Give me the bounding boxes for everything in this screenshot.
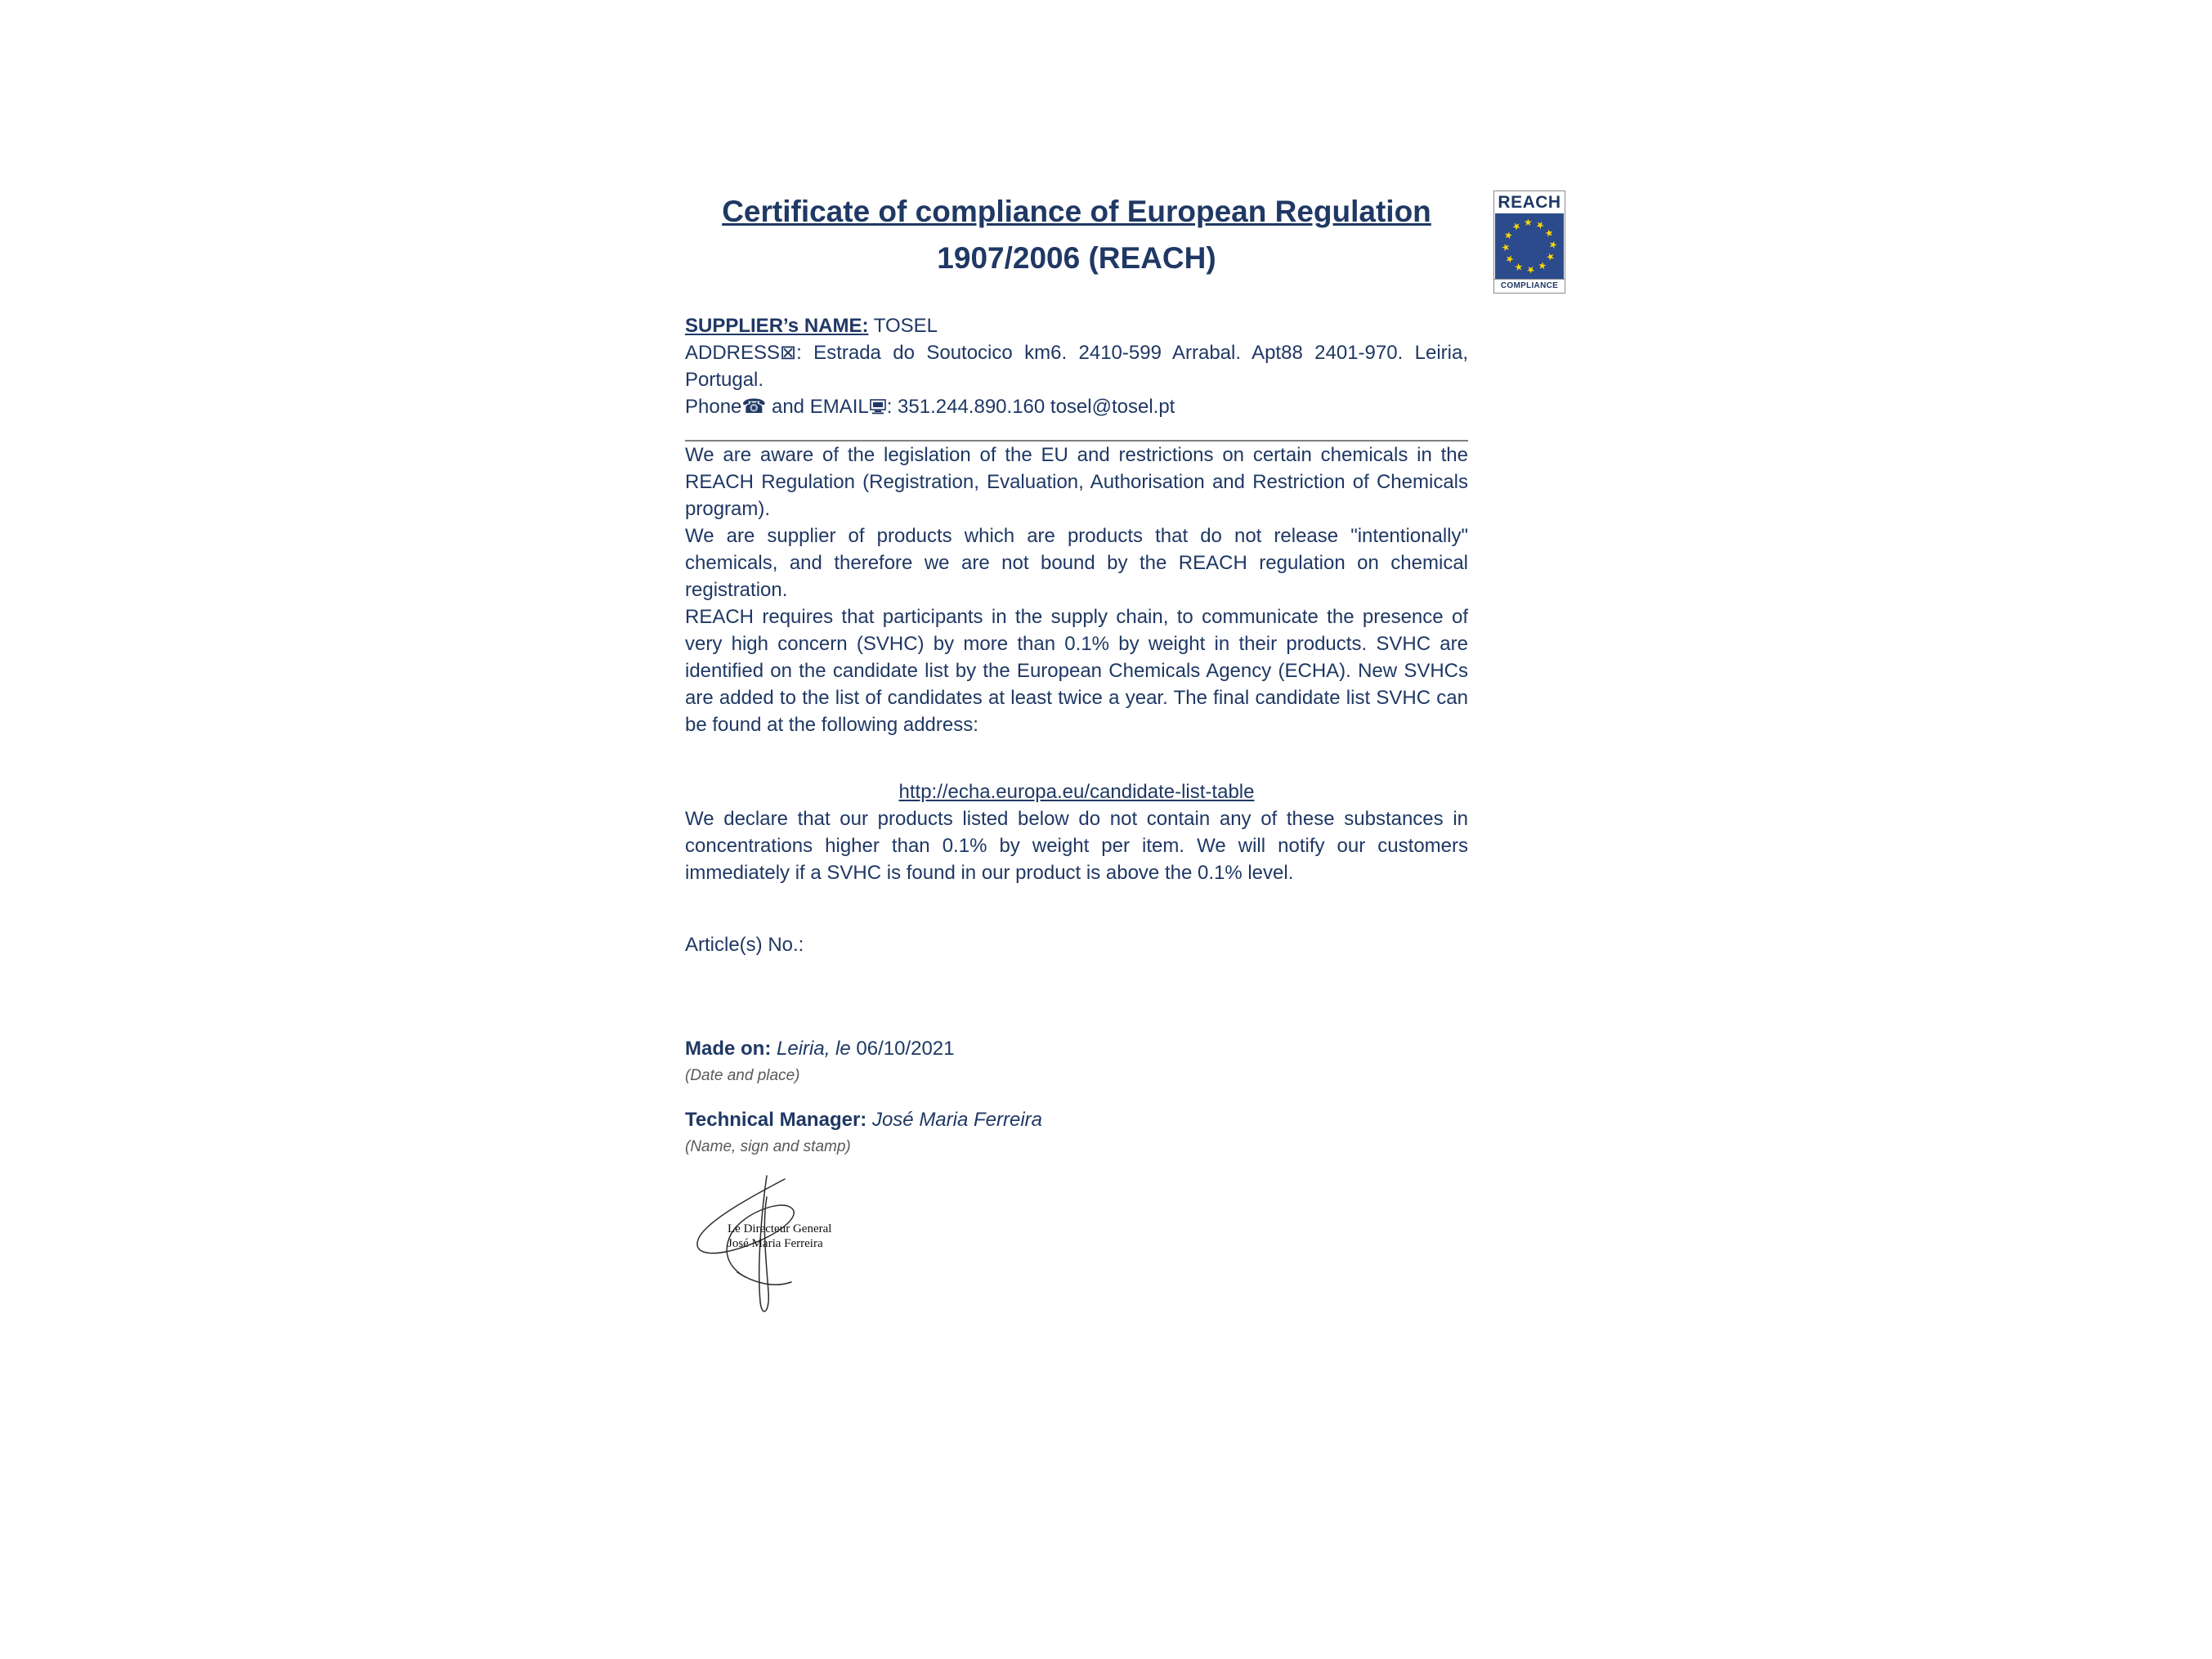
eu-star-icon: ★ <box>1509 218 1524 234</box>
supplier-contact-row <box>685 393 1468 420</box>
eu-star-icon: ★ <box>1502 252 1517 267</box>
eu-stars <box>1495 213 1564 279</box>
stamp-line2: José Maria Ferreira <box>728 1237 823 1250</box>
eu-star-icon: ★ <box>1535 258 1550 274</box>
eu-star-icon: ★ <box>1526 264 1535 276</box>
supplier-block <box>685 312 1468 420</box>
reach-logo-title: REACH <box>1498 193 1561 212</box>
eu-star-icon: ★ <box>1511 260 1526 275</box>
paragraph-svhc: REACH requires that participants in the supply chain, to communicate the presence of very high concern (SVHC) by more than 0.1% by weight in their products. SVHC are identified on the candidate list by the European Chemicals Agency (ECHA). New SVHCs are added to the list of candidates at least twice a year. The final candidate list SVHC can be found at the following address: <box>685 606 1468 736</box>
phone-label: Phone <box>685 396 742 418</box>
candidate-list-link[interactable]: http://echa.europa.eu/candidate-list-table <box>898 781 1255 803</box>
reach-logo-footer: COMPLIANCE <box>1494 279 1565 293</box>
address-value: : Estrada do Soutocico km6. 2410-599 Arrabal. Apt88 2401-970. Leiria, Portugal. <box>685 342 1468 391</box>
supplier-name-value: TOSEL <box>868 315 938 337</box>
supplier-name-label: SUPPLIER’s NAME: <box>685 315 869 337</box>
page-title <box>685 188 1468 281</box>
supplier-address-row <box>685 339 1468 393</box>
made-on-place: Leiria, le <box>771 1038 851 1060</box>
made-on-row <box>685 1035 1468 1062</box>
reach-compliance-logo <box>1493 191 1565 294</box>
phone-icon: ☎ <box>741 395 767 418</box>
signature-block <box>685 1174 1468 1329</box>
stamp-line1: Le Directeur General <box>728 1222 832 1235</box>
page-title-line2: 1907/2006 (REACH) <box>937 241 1216 275</box>
made-on-date: 06/10/2021 <box>850 1038 955 1060</box>
computer-icon <box>869 398 887 415</box>
address-label: ADDRESS <box>685 342 781 364</box>
technical-manager-name: José Maria Ferreira <box>866 1109 1043 1131</box>
date-place-hint: (Date and place) <box>685 1067 800 1084</box>
candidate-list-link-row <box>685 778 1468 805</box>
eu-star-icon: ★ <box>1542 226 1557 240</box>
eu-star-icon: ★ <box>1543 249 1558 264</box>
eu-star-icon: ★ <box>1500 243 1511 252</box>
contact-value: : 351.244.890.160 tosel@tosel.pt <box>886 396 1175 418</box>
paragraph-legislation: We are aware of the legislation of the EU and restrictions on certain chemicals in the REACH Regulation (Registration, Evaluation, Authorisation and Restriction of Chemicals program). <box>685 444 1468 520</box>
article-number-label: Article(s) No.: <box>685 934 804 956</box>
stamp-text <box>728 1222 831 1251</box>
certificate-document <box>685 188 1468 1329</box>
envelope-icon: ⊠ <box>780 341 797 364</box>
technical-manager-label: Technical Manager: <box>685 1109 867 1131</box>
page-title-line1: Certificate of compliance of European Regulation <box>722 195 1431 228</box>
email-label: and EMAIL <box>766 396 869 418</box>
made-on-label: Made on: <box>685 1038 772 1060</box>
eu-star-icon: ★ <box>1501 228 1516 243</box>
name-sign-stamp-hint: (Name, sign and stamp) <box>685 1138 851 1155</box>
technical-manager-row <box>685 1106 1468 1133</box>
supplier-name-row <box>685 312 1468 339</box>
eu-star-icon: ★ <box>1547 240 1559 249</box>
eu-star-icon: ★ <box>1524 217 1533 228</box>
paragraph-declaration: We declare that our products listed below do not contain any of these substances in concentrations higher than 0.1% by weight per item. We will notify our customers immediately if a SVHC is found in our product is above the 0.1% level. <box>685 808 1468 884</box>
eu-star-icon: ★ <box>1533 217 1547 232</box>
paragraph-supplier-statement: We are supplier of products which are products that do not release "intentionally" chemicals, and therefore we are not bound by the REACH regulation on chemical registration. <box>685 525 1468 601</box>
